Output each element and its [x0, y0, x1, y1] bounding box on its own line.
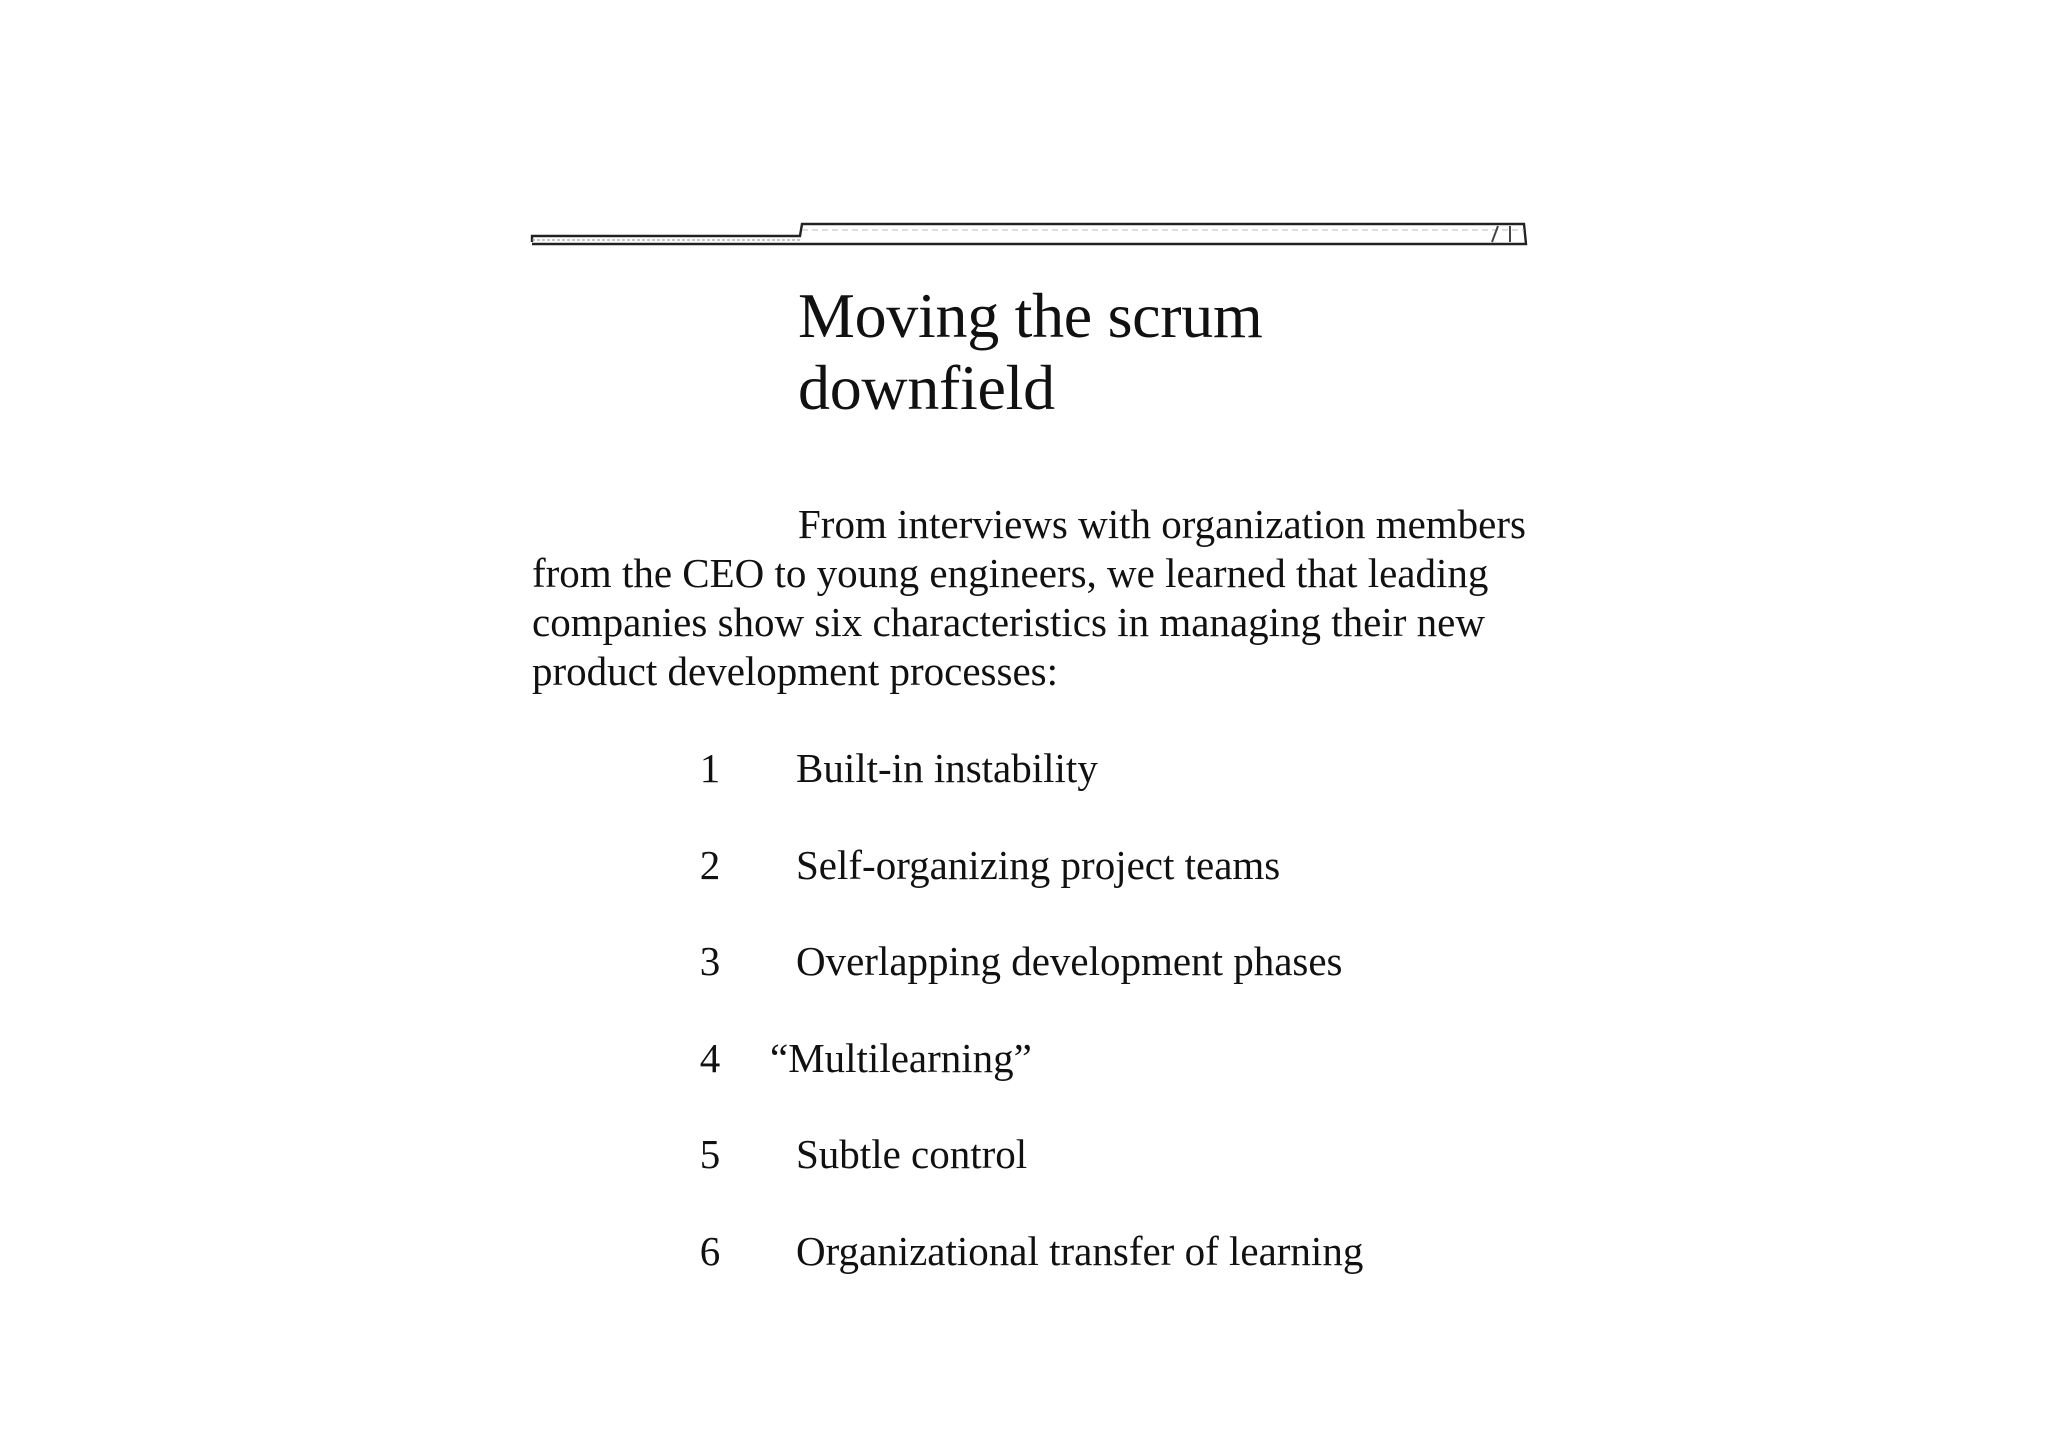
- page-title-line-1: Moving the scrum: [798, 280, 1263, 351]
- list-item-number: 3: [699, 938, 721, 984]
- page-title-line-2: downfield: [798, 352, 1055, 423]
- list-item-label: Organizational transfer of learning: [796, 1228, 1364, 1274]
- list-item-label: Subtle control: [796, 1131, 1028, 1177]
- list-item-number: 6: [699, 1228, 721, 1274]
- list-item-label: Overlapping development phases: [796, 938, 1343, 984]
- page-title: [798, 280, 1518, 424]
- list-item: [690, 1030, 1490, 1086]
- header-rule: [530, 216, 1530, 248]
- list-item-number: 2: [699, 842, 721, 888]
- list-item: [690, 1223, 1490, 1279]
- list-item: [690, 837, 1490, 893]
- list-item: [690, 1126, 1490, 1182]
- list-item-number: 1: [699, 745, 721, 791]
- list-item: [690, 740, 1490, 796]
- list-item-number: 4: [699, 1035, 721, 1081]
- list-item-label: Self-organizing project teams: [796, 842, 1281, 888]
- list-item-label: “Multilearning”: [770, 1035, 1032, 1081]
- list-item-number: 5: [699, 1131, 721, 1177]
- intro-paragraph: [532, 500, 1542, 696]
- intro-text: From interviews with organization members from the CEO to young engineers, we learned that leading companies show six characteristics in managing their new product development processes:: [532, 501, 1526, 694]
- list-item-label: Built-in instability: [796, 745, 1098, 791]
- list-item: [690, 933, 1490, 989]
